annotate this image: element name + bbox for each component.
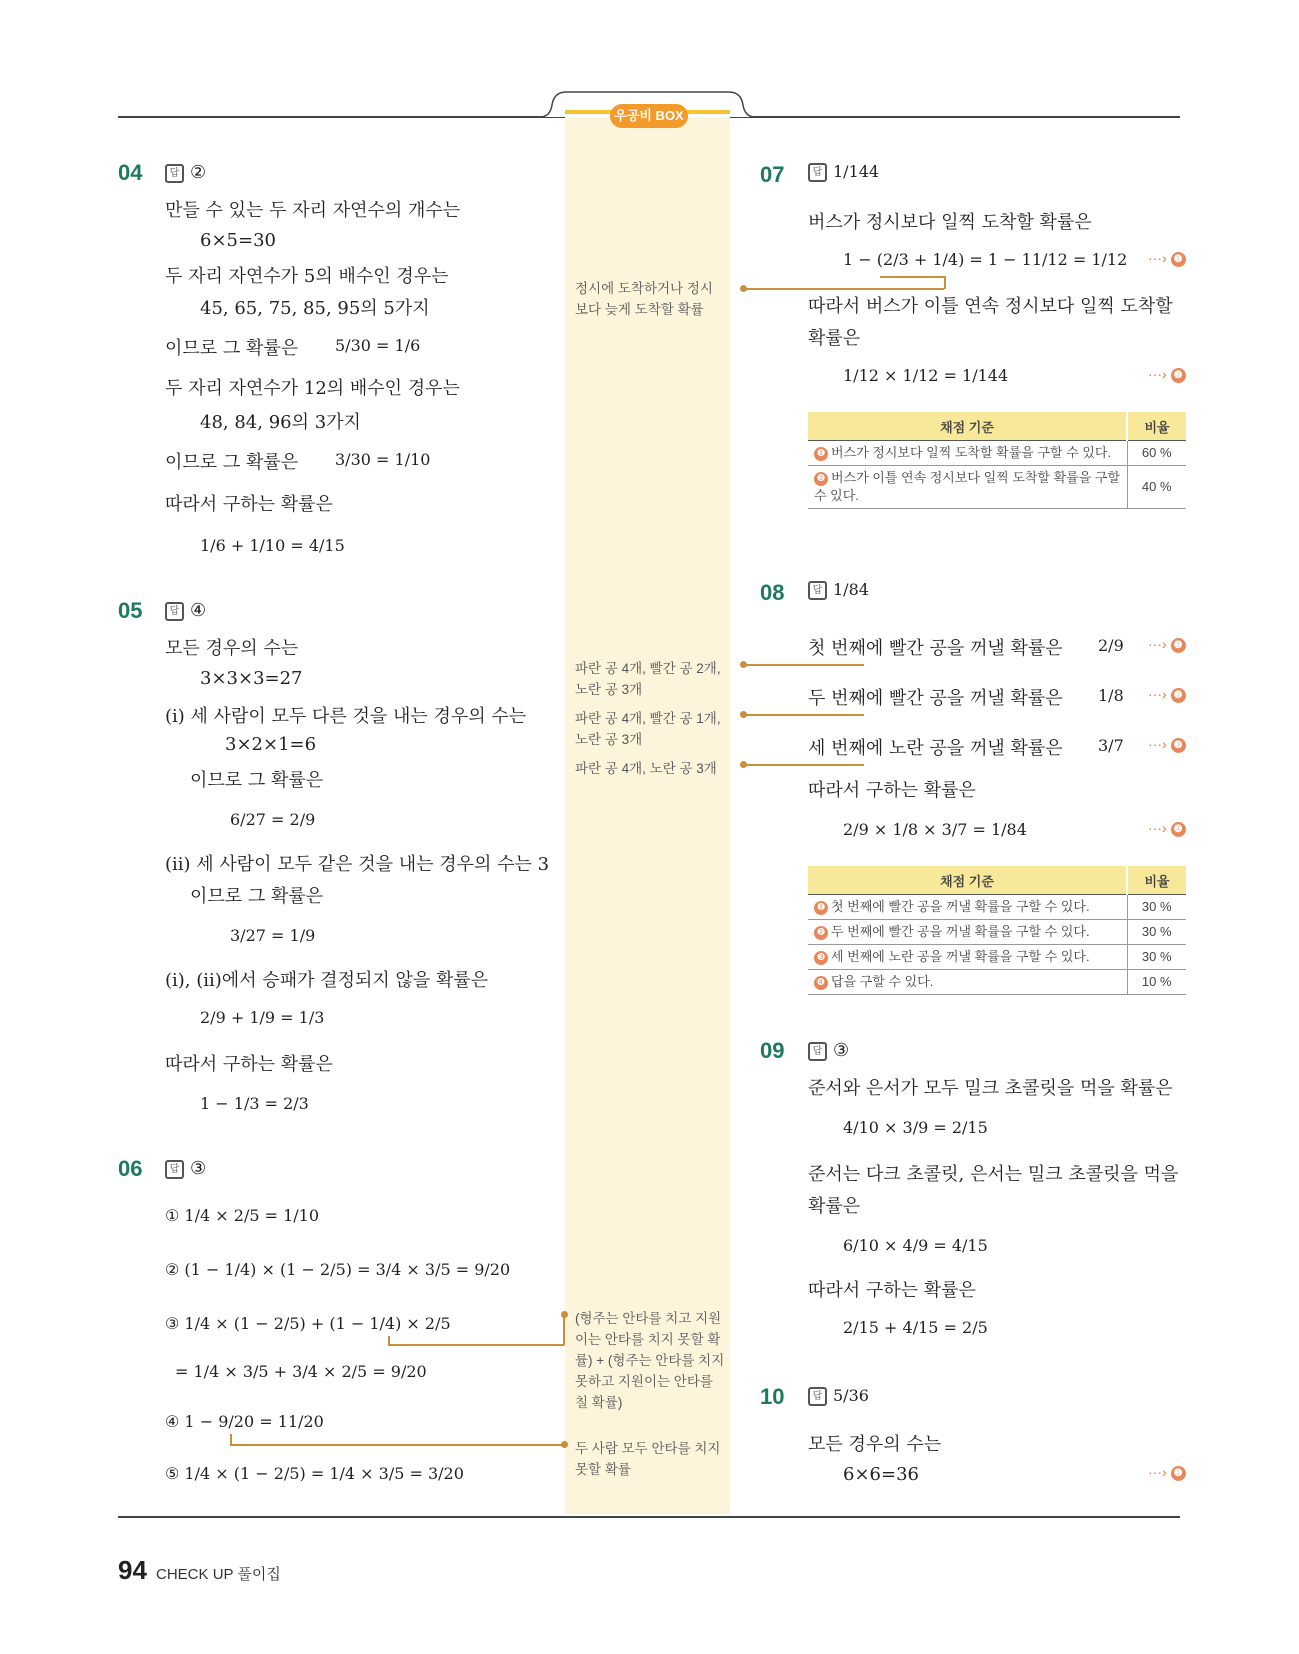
text: 모든 경우의 수는 xyxy=(165,638,299,659)
step-marker: ···› ❶ xyxy=(1148,1464,1186,1481)
note-08-2: 파란 공 4개, 빨간 공 1개, 노란 공 3개 xyxy=(575,711,721,747)
text: 이므로 그 확률은 xyxy=(165,452,299,473)
option-3: ③ 1/4 × (1 − 2/5) + (1 − 1/4) × 2/5 xyxy=(165,1314,451,1333)
connector-line xyxy=(880,276,944,278)
text: (i), (ii)에서 승패가 결정되지 않을 확률은 xyxy=(165,970,489,991)
table-header: 채점 기준 xyxy=(808,412,1127,441)
connector-line xyxy=(388,1344,564,1346)
connector-line xyxy=(230,1434,232,1445)
answer-06: 답 ③ xyxy=(165,1158,206,1179)
answer-04: 답 ② xyxy=(165,162,206,183)
answer-icon: 답 xyxy=(808,581,827,600)
text: 확률은 xyxy=(808,328,861,349)
step-marker: ···› ❸ xyxy=(1148,736,1186,753)
text: 두 자리 자연수가 5의 배수인 경우는 xyxy=(165,266,449,287)
text: 확률은 xyxy=(808,1196,861,1217)
problem-number-05: 05 xyxy=(118,598,143,623)
option-2: ② (1 − 1/4) × (1 − 2/5) = 3/4 × 3/5 = 9/20 xyxy=(165,1260,511,1279)
connector-line xyxy=(744,664,864,666)
text: 따라서 구하는 확률은 xyxy=(165,494,333,515)
option-1: ① 1/4 × 2/5 = 1/10 xyxy=(165,1206,320,1225)
answer-icon: 답 xyxy=(808,1387,827,1406)
connector-line xyxy=(388,1336,390,1345)
table-row: ❶ 첫 번째에 빨간 공을 꺼낼 확률을 구할 수 있다. 30 % xyxy=(808,895,1186,920)
math: 2/9 + 1/9 = 1/3 xyxy=(200,1008,325,1027)
problem-number-08: 08 xyxy=(760,580,785,605)
answer-08: 답 1/84 xyxy=(808,580,869,600)
text: 따라서 구하는 확률은 xyxy=(808,1280,976,1301)
math: 2/9 xyxy=(1098,636,1124,655)
text: 6×5=30 xyxy=(200,230,276,251)
math: 2/15 + 4/15 = 2/5 xyxy=(843,1318,988,1337)
problem-number-07: 07 xyxy=(760,162,785,187)
math: 3/7 xyxy=(1098,736,1124,755)
text: 버스가 정시보다 일찍 도착할 확률은 xyxy=(808,212,1092,233)
table-row: ❶ 버스가 정시보다 일찍 도착할 확률을 구할 수 있다. 60 % xyxy=(808,441,1186,466)
text: 따라서 버스가 이틀 연속 정시보다 일찍 도착할 xyxy=(808,296,1173,317)
text: 만들 수 있는 두 자리 자연수의 개수는 xyxy=(165,200,461,221)
problem-number-10: 10 xyxy=(760,1384,785,1409)
table-header: 채점 기준 xyxy=(808,866,1127,895)
box-label: 우공비 BOX xyxy=(610,104,688,128)
bottom-rule xyxy=(118,1516,1180,1518)
table-row: ❸ 세 번째에 노란 공을 꺼낼 확률을 구할 수 있다. 30 % xyxy=(808,945,1186,970)
math: 3/30 = 1/10 xyxy=(335,450,431,469)
text: 6×6=36 xyxy=(843,1464,919,1485)
connector-line xyxy=(744,764,864,766)
text: 두 번째에 빨간 공을 꺼낼 확률은 xyxy=(808,688,1063,709)
answer-07: 답 1/144 xyxy=(808,162,879,182)
text: 준서와 은서가 모두 밀크 초콜릿을 먹을 확률은 xyxy=(808,1078,1173,1099)
text: (i) 세 사람이 모두 다른 것을 내는 경우의 수는 xyxy=(165,706,527,727)
text: (ii) 세 사람이 모두 같은 것을 내는 경우의 수는 3 xyxy=(165,854,550,875)
text: 첫 번째에 빨간 공을 꺼낼 확률은 xyxy=(808,638,1063,659)
book-title: CHECK UP 풀이집 xyxy=(156,1566,281,1583)
math: 1/6 + 1/10 = 4/15 xyxy=(200,536,345,555)
math: 6/10 × 4/9 = 4/15 xyxy=(843,1236,988,1255)
text: 이므로 그 확률은 xyxy=(165,338,299,359)
answer-10: 답 5/36 xyxy=(808,1386,869,1406)
connector-line xyxy=(944,276,946,289)
math: 4/10 × 3/9 = 2/15 xyxy=(843,1118,988,1137)
text: 모든 경우의 수는 xyxy=(808,1434,942,1455)
table-row: ❷ 두 번째에 빨간 공을 꺼낼 확률을 구할 수 있다. 30 % xyxy=(808,920,1186,945)
table-header: 비율 xyxy=(1127,866,1186,895)
text: 이므로 그 확률은 xyxy=(190,770,324,791)
table-row: ❷ 버스가 이틀 연속 정시보다 일찍 도착할 확률을 구할 수 있다. 40 % xyxy=(808,466,1186,509)
text: 48, 84, 96의 3가지 xyxy=(200,412,361,433)
math: 1 − 1/3 = 2/3 xyxy=(200,1094,309,1113)
table-row: ❹ 답을 구할 수 있다. 10 % xyxy=(808,970,1186,995)
text: 이므로 그 확률은 xyxy=(190,886,324,907)
answer-icon: 답 xyxy=(165,602,184,621)
answer-05: 답 ④ xyxy=(165,600,206,621)
problem-number-06: 06 xyxy=(118,1156,143,1181)
text: 세 번째에 노란 공을 꺼낼 확률은 xyxy=(808,738,1063,759)
note-08-3: 파란 공 4개, 노란 공 3개 xyxy=(575,761,717,776)
problem-number-04: 04 xyxy=(118,160,143,185)
math: 1/12 × 1/12 = 1/144 xyxy=(843,366,1009,385)
connector-line xyxy=(563,1314,565,1345)
problem-number-09: 09 xyxy=(760,1038,785,1063)
step-marker: ···› ❶ xyxy=(1148,636,1186,653)
option-4: ④ 1 − 9/20 = 11/20 xyxy=(165,1412,324,1431)
math: 3/27 = 1/9 xyxy=(230,926,316,945)
math: 1/8 xyxy=(1098,686,1124,705)
text: 두 자리 자연수가 12의 배수인 경우는 xyxy=(165,378,460,399)
option-3-cont: = 1/4 × 3/5 + 3/4 × 2/5 = 9/20 xyxy=(175,1362,427,1381)
connector-line xyxy=(744,714,864,716)
step-marker: ···› ❷ xyxy=(1148,686,1186,703)
answer-icon: 답 xyxy=(808,1042,827,1061)
answer-09: 답 ③ xyxy=(808,1040,849,1061)
math: 5/30 = 1/6 xyxy=(335,336,421,355)
note-06-4: 두 사람 모두 안타를 치지 못할 확률 xyxy=(575,1441,721,1477)
math: 2/9 × 1/8 × 3/7 = 1/84 xyxy=(843,820,1027,839)
math: 1 − (2/3 + 1/4) = 1 − 11/12 = 1/12 xyxy=(843,250,1128,269)
math: 6/27 = 2/9 xyxy=(230,810,316,829)
connector-line xyxy=(744,288,944,290)
text: 3×3×3=27 xyxy=(200,668,303,689)
text: 따라서 구하는 확률은 xyxy=(165,1054,333,1075)
step-marker: ···› ❶ xyxy=(1148,250,1186,267)
text: 3×2×1=6 xyxy=(225,734,317,755)
step-marker: ···› ❹ xyxy=(1148,820,1186,837)
table-header: 비율 xyxy=(1127,412,1186,441)
option-5: ⑤ 1/4 × (1 − 2/5) = 1/4 × 3/5 = 3/20 xyxy=(165,1464,464,1483)
text: 따라서 구하는 확률은 xyxy=(808,780,976,801)
note-06-3: (형주는 안타를 치고 지원이는 안타를 치지 못할 확률) + (형주는 안타를 치지 못하고 지원이는 안타를 칠 확률) xyxy=(575,1311,725,1410)
grading-table-07 xyxy=(808,412,1186,509)
step-marker: ···› ❷ xyxy=(1148,366,1186,383)
connector-line xyxy=(230,1444,564,1446)
page-number: 94 xyxy=(118,1555,147,1585)
answer-icon: 답 xyxy=(808,163,827,182)
text: 준서는 다크 초콜릿, 은서는 밀크 초콜릿을 먹을 xyxy=(808,1164,1179,1185)
answer-icon: 답 xyxy=(165,1160,184,1179)
footer xyxy=(118,1555,281,1586)
note-08-1: 파란 공 4개, 빨간 공 2개, 노란 공 3개 xyxy=(575,661,721,697)
answer-icon: 답 xyxy=(165,164,184,183)
text: 45, 65, 75, 85, 95의 5가지 xyxy=(200,298,430,319)
grading-table-08 xyxy=(808,866,1186,995)
note-07: 정시에 도착하거나 정시보다 늦게 도착할 확률 xyxy=(575,281,713,317)
